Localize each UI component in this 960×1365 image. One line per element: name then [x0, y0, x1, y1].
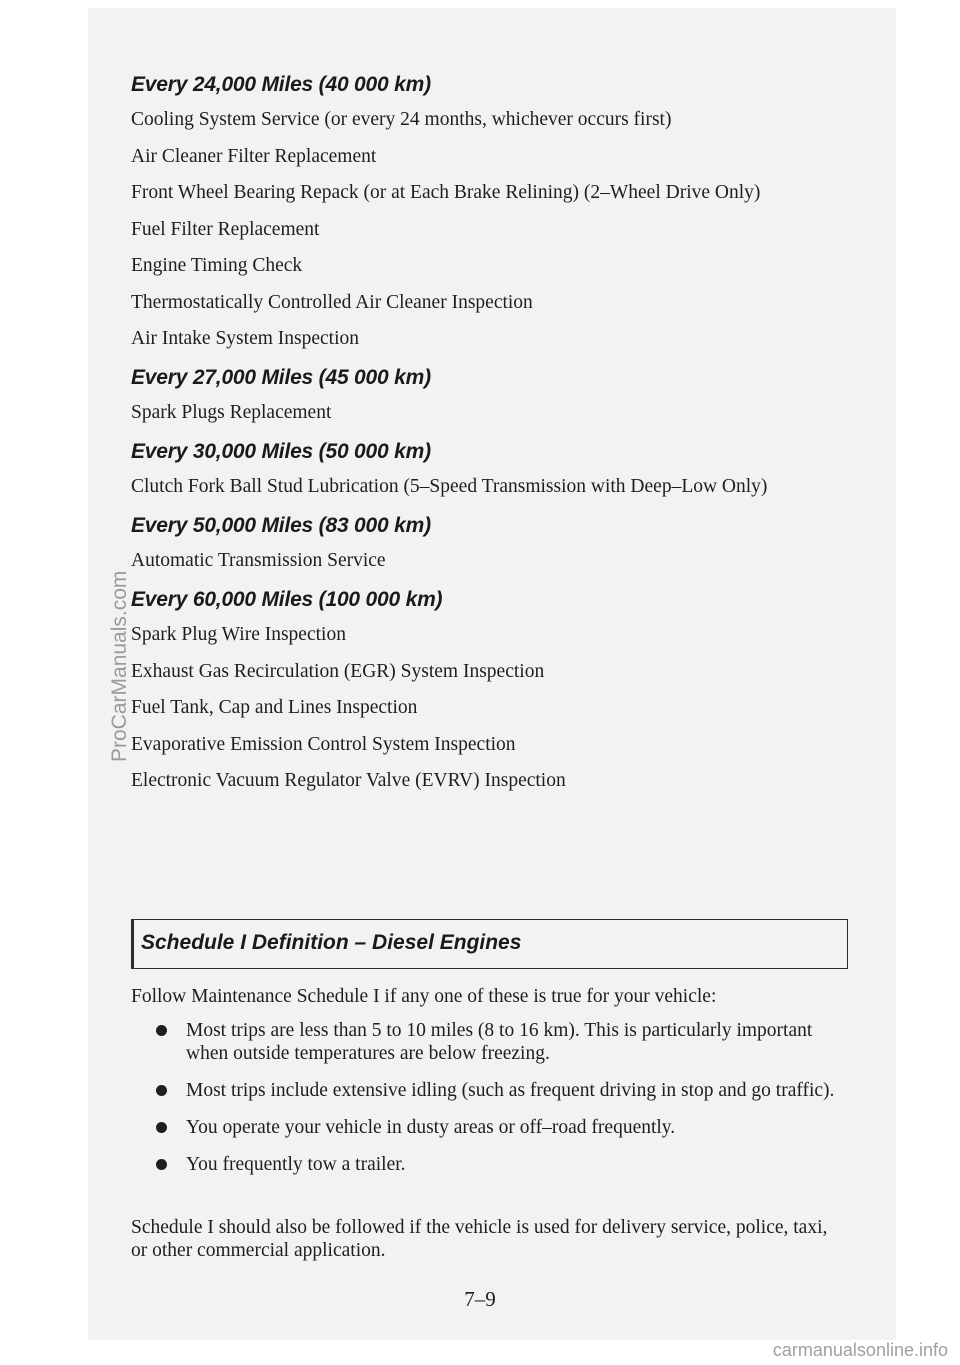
section-heading: Every 50,000 Miles (83 000 km) — [131, 514, 431, 537]
interval-section — [131, 513, 861, 572]
condition-text: You operate your vehicle in dusty areas or off–road frequently. — [186, 1117, 676, 1138]
list-item — [156, 1079, 856, 1102]
footer-watermark: carmanualsonline.info — [772, 1340, 948, 1360]
condition-text: Most trips are less than 5 to 10 miles (8 to 16 km). This is particularly important when outside temperatures are below freezing. — [186, 1020, 813, 1064]
service-item: Evaporative Emission Control System Inspection — [131, 733, 516, 755]
list-item — [156, 1019, 856, 1065]
service-item: Fuel Filter Replacement — [131, 218, 320, 240]
service-item: Air Intake System Inspection — [131, 328, 359, 349]
interval-section — [131, 587, 861, 792]
interval-section — [131, 439, 861, 498]
condition-text: You frequently tow a trailer. — [186, 1154, 406, 1175]
interval-section — [131, 365, 861, 424]
condition-list — [156, 1019, 856, 1190]
list-item — [156, 1116, 856, 1139]
service-item: Spark Plugs Replacement — [131, 402, 332, 423]
bullet-icon — [156, 1025, 167, 1036]
service-item: Cooling System Service (or every 24 months, whichever occurs first) — [131, 109, 672, 130]
schedule-definition-title: Schedule I Definition – Diesel Engines — [141, 931, 522, 954]
section-heading: Every 60,000 Miles (100 000 km) — [131, 588, 443, 611]
service-item: Engine Timing Check — [131, 255, 303, 276]
service-item: Clutch Fork Ball Stud Lubrication (5–Speed Transmission with Deep–Low Only) — [131, 476, 768, 497]
page-number: 7–9 — [464, 1287, 496, 1311]
list-item — [156, 1153, 856, 1176]
closing-paragraph: Schedule I should also be followed if the vehicle is used for delivery service, police, taxi, or other commercial application. — [131, 1217, 828, 1261]
bullet-icon — [156, 1085, 167, 1096]
service-item: Fuel Tank, Cap and Lines Inspection — [131, 697, 418, 718]
service-item: Thermostatically Controlled Air Cleaner Inspection — [131, 291, 533, 313]
service-item: Spark Plug Wire Inspection — [131, 624, 346, 645]
maintenance-list — [131, 72, 861, 807]
service-item: Front Wheel Bearing Repack (or at Each Brake Relining) (2–Wheel Drive Only) — [131, 182, 761, 203]
service-item: Air Cleaner Filter Replacement — [131, 145, 377, 167]
service-item: Exhaust Gas Recirculation (EGR) System Inspection — [131, 660, 545, 682]
side-watermark: ProCarManuals.com — [108, 570, 131, 762]
service-item: Electronic Vacuum Regulator Valve (EVRV) Inspection — [131, 770, 566, 791]
condition-text: Most trips include extensive idling (such as frequent driving in stop and go traffic). — [186, 1080, 835, 1101]
bullet-icon — [156, 1159, 167, 1170]
schedule-intro: Follow Maintenance Schedule I if any one of these is true for your vehicle: — [131, 986, 717, 1007]
interval-section — [131, 72, 861, 350]
section-heading: Every 24,000 Miles (40 000 km) — [131, 73, 431, 96]
section-heading: Every 27,000 Miles (45 000 km) — [131, 366, 431, 389]
section-heading: Every 30,000 Miles (50 000 km) — [131, 440, 431, 463]
bullet-icon — [156, 1122, 167, 1133]
service-item: Automatic Transmission Service — [131, 550, 386, 571]
